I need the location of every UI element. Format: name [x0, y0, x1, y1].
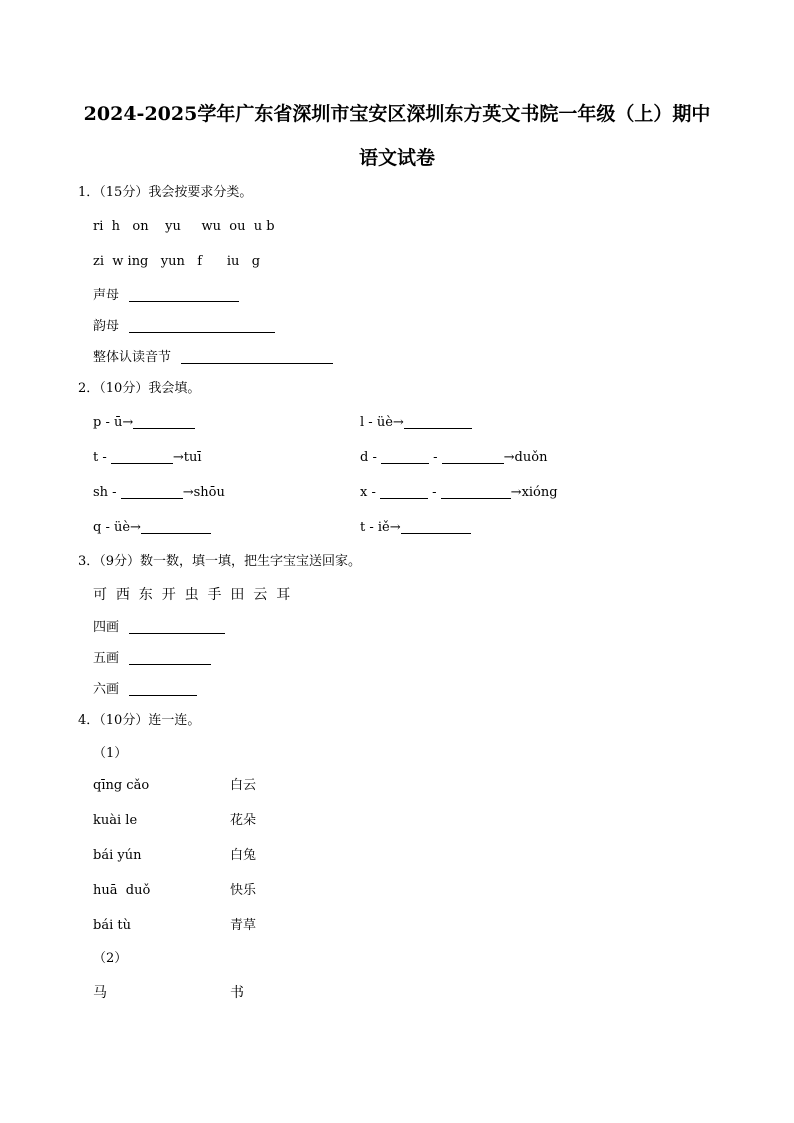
q4-part2-right-char[interactable]: 书: [230, 985, 244, 1001]
q2-x-sep: -: [428, 485, 441, 500]
q1-pinyin-row1: ri h on yu wu ou u b: [93, 219, 275, 234]
q3-six-strokes-label: 六画: [93, 682, 120, 697]
q2-t-blank[interactable]: [111, 449, 173, 464]
q2-sh-blank[interactable]: [121, 484, 183, 499]
q4-part2-left-char[interactable]: 马: [93, 985, 107, 1001]
q2-item-d: [360, 449, 547, 467]
q4-pinyin-2[interactable]: kuài le: [93, 813, 138, 828]
q1-yunmu-blank[interactable]: [129, 318, 275, 333]
q3-four-strokes-label: 四画: [93, 620, 120, 635]
q2-item-x: [360, 484, 558, 502]
q3-four-strokes-blank[interactable]: [129, 619, 225, 634]
q2-item-p: [93, 414, 195, 432]
q2-item-t: [93, 449, 202, 467]
q4-part1-label: （1）: [93, 746, 128, 761]
q4-pinyin-4[interactable]: huā duǒ: [93, 883, 151, 898]
q1-shengmu-row: [93, 287, 239, 305]
q4-word-2[interactable]: 花朵: [230, 813, 257, 828]
q2-x-blank1[interactable]: [380, 484, 428, 499]
q2-x-blank2[interactable]: [441, 484, 511, 499]
q3-six-strokes-blank[interactable]: [129, 681, 197, 696]
q1-zhengti-row: [93, 349, 333, 367]
q2-p-prefix: p - ū→: [93, 415, 134, 430]
q2-header: 2．（10分）我会填。: [78, 381, 201, 396]
q2-q-prefix: q - üè→: [93, 520, 141, 535]
q2-d-sep: -: [428, 450, 442, 465]
q4-pinyin-1[interactable]: qīng cǎo: [93, 778, 150, 793]
q2-d-prefix: d -: [360, 450, 381, 465]
q2-q-blank[interactable]: [141, 519, 211, 534]
q2-t2-blank[interactable]: [401, 519, 471, 534]
q3-four-strokes-row: [93, 619, 225, 637]
exam-title-line2: 语文试卷: [358, 147, 435, 169]
q1-header: 1．（15分）我会按要求分类。: [78, 185, 253, 200]
q2-item-t2: [360, 519, 471, 537]
q3-header: 3．（9分）数一数，填一填，把生字宝宝送回家。: [78, 554, 362, 569]
q3-five-strokes-label: 五画: [93, 651, 120, 666]
q2-d-blank1[interactable]: [381, 449, 429, 464]
q3-five-strokes-row: [93, 650, 211, 668]
q1-shengmu-label: 声母: [93, 288, 120, 303]
q4-part2-label: （2）: [93, 951, 128, 966]
q1-zhengti-blank[interactable]: [181, 349, 333, 364]
q4-pinyin-5[interactable]: bái tù: [93, 918, 131, 933]
q2-t-prefix: t -: [93, 450, 111, 465]
q2-l-blank[interactable]: [404, 414, 472, 429]
q2-sh-prefix: sh -: [93, 485, 121, 500]
q3-characters: 可 西 东 开 虫 手 田 云 耳: [93, 587, 291, 603]
q2-x-prefix: x -: [360, 485, 380, 500]
q1-pinyin-row2: zi w ing yun f iu g: [93, 254, 261, 269]
q2-p-blank[interactable]: [133, 414, 195, 429]
q3-five-strokes-blank[interactable]: [129, 650, 211, 665]
q4-word-3[interactable]: 白兔: [230, 848, 257, 863]
q2-d-result: →duǒn: [503, 450, 548, 465]
q2-sh-result: →shōu: [182, 485, 225, 500]
q1-yunmu-row: [93, 318, 275, 336]
q4-header: 4．（10分）连一连。: [78, 713, 201, 728]
q1-yunmu-label: 韵母: [93, 319, 120, 334]
q2-item-l: [360, 414, 472, 432]
q2-x-result: →xióng: [510, 485, 558, 500]
q1-shengmu-blank[interactable]: [129, 287, 239, 302]
q4-word-5[interactable]: 青草: [230, 918, 257, 933]
q2-t-result: →tuī: [172, 450, 202, 465]
q2-t2-prefix: t - iě→: [360, 520, 401, 535]
q1-zhengti-label: 整体认读音节: [93, 350, 172, 365]
q3-six-strokes-row: [93, 681, 197, 699]
q2-item-q: [93, 519, 211, 537]
q2-l-prefix: l - üè→: [360, 415, 404, 430]
q2-item-sh: [93, 484, 225, 502]
q4-pinyin-3[interactable]: bái yún: [93, 848, 142, 863]
q2-d-blank2[interactable]: [442, 449, 504, 464]
exam-title-line1: 2024-2025学年广东省深圳市宝安区深圳东方英文书院一年级（上）期中: [83, 103, 711, 125]
q4-word-4[interactable]: 快乐: [230, 883, 257, 898]
q4-word-1[interactable]: 白云: [230, 778, 257, 793]
